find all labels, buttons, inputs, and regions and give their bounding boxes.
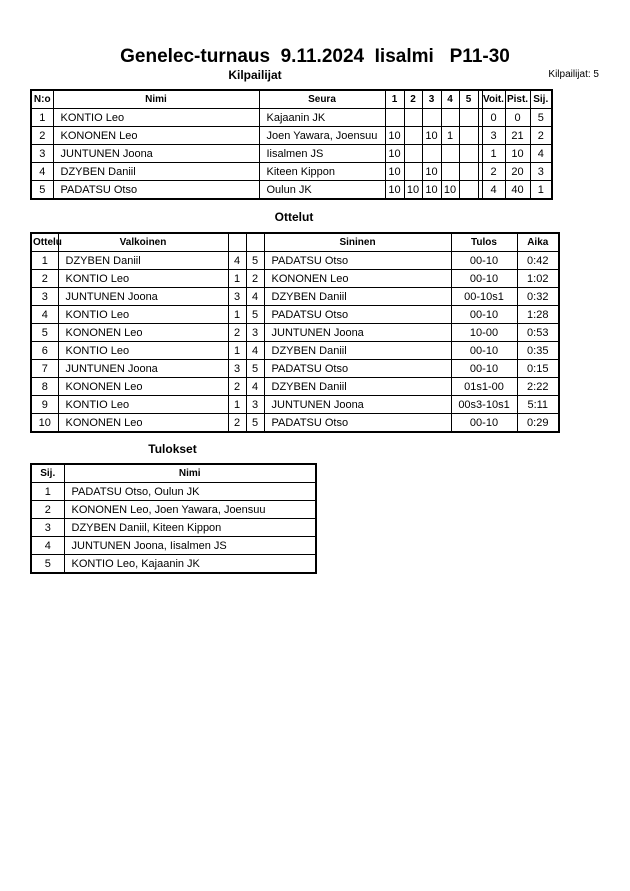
column-header: 3	[422, 90, 441, 109]
cell: KONTIO Leo, Kajaanin JK	[64, 555, 316, 574]
cell: 4	[31, 163, 53, 181]
cell: JUNTUNEN Joona	[264, 324, 451, 342]
column-header: 1	[385, 90, 404, 109]
cell: KONONEN Leo, Joen Yawara, Joensuu	[64, 501, 316, 519]
cell: 4	[31, 537, 64, 555]
cell: 0:32	[517, 288, 559, 306]
table-row	[31, 288, 559, 306]
table-row	[31, 342, 559, 360]
cell: 5	[246, 414, 264, 433]
cell: PADATSU Otso	[264, 360, 451, 378]
cell: 1	[31, 109, 53, 127]
cell: PADATSU Otso	[53, 181, 259, 200]
cell: 0:35	[517, 342, 559, 360]
cell: KONTIO Leo	[58, 396, 228, 414]
cell: KONONEN Leo	[58, 324, 228, 342]
cell: 10	[404, 181, 422, 200]
cell	[441, 145, 459, 163]
cell: 2	[228, 324, 246, 342]
cell: 00-10	[451, 270, 517, 288]
cell: 1	[228, 270, 246, 288]
cell: 1	[228, 342, 246, 360]
cell	[459, 181, 478, 200]
cell: 1	[228, 396, 246, 414]
cell: 1	[530, 181, 552, 200]
table-row	[31, 306, 559, 324]
cell: 4	[228, 252, 246, 270]
cell: 0	[482, 109, 505, 127]
cell: DZYBEN Daniil	[58, 252, 228, 270]
cell: 5	[246, 306, 264, 324]
cell: 5	[530, 109, 552, 127]
page-title: Genelec-turnaus 9.11.2024 Iisalmi P11-30	[120, 46, 510, 67]
table-row	[31, 360, 559, 378]
cell	[441, 109, 459, 127]
cell: 3	[246, 396, 264, 414]
table-row	[31, 270, 559, 288]
cell: 10	[385, 181, 404, 200]
cell: 2	[31, 270, 58, 288]
table-header-row	[31, 464, 316, 483]
cell: 00-10	[451, 252, 517, 270]
cell: Iisalmen JS	[259, 145, 385, 163]
cell: 3	[482, 127, 505, 145]
competitors-count: Kilpailijat: 5	[548, 69, 599, 80]
column-header: Nimi	[64, 464, 316, 483]
cell: KONONEN Leo	[264, 270, 451, 288]
cell: Kajaanin JK	[259, 109, 385, 127]
cell: 1:28	[517, 306, 559, 324]
column-header: N:o	[31, 90, 53, 109]
cell	[459, 109, 478, 127]
competitors-table	[30, 89, 553, 200]
cell: 10	[441, 181, 459, 200]
cell: 2	[31, 127, 53, 145]
cell: DZYBEN Daniil	[53, 163, 259, 181]
column-header: Voit.	[482, 90, 505, 109]
cell: Joen Yawara, Joensuu	[259, 127, 385, 145]
cell: 10	[31, 414, 58, 433]
cell: 1	[31, 252, 58, 270]
cell: JUNTUNEN Joona	[264, 396, 451, 414]
cell	[459, 163, 478, 181]
table-row	[31, 145, 552, 163]
cell: 1	[228, 306, 246, 324]
cell: 7	[31, 360, 58, 378]
cell: 1	[441, 127, 459, 145]
cell: 10	[422, 127, 441, 145]
cell: JUNTUNEN Joona	[58, 360, 228, 378]
cell: 3	[31, 519, 64, 537]
cell	[422, 145, 441, 163]
cell: 4	[31, 306, 58, 324]
cell: 5	[31, 324, 58, 342]
cell: Kiteen Kippon	[259, 163, 385, 181]
cell: 0:53	[517, 324, 559, 342]
column-header: Nimi	[53, 90, 259, 109]
cell: 3	[228, 288, 246, 306]
cell: KONONEN Leo	[58, 414, 228, 433]
column-header: Ottelu	[31, 233, 58, 252]
table-row	[31, 324, 559, 342]
cell: 20	[505, 163, 530, 181]
cell: 2	[482, 163, 505, 181]
cell: 6	[31, 342, 58, 360]
matches-table	[30, 232, 560, 433]
results-heading: Tulokset	[148, 442, 197, 456]
cell: 2	[530, 127, 552, 145]
column-header: Pist.	[505, 90, 530, 109]
spacer-header	[228, 233, 246, 252]
cell: 1	[482, 145, 505, 163]
cell: 4	[246, 378, 264, 396]
cell: 4	[530, 145, 552, 163]
cell	[404, 109, 422, 127]
cell: PADATSU Otso, Oulun JK	[64, 483, 316, 501]
table-header-row	[31, 90, 552, 109]
column-header: 4	[441, 90, 459, 109]
cell: JUNTUNEN Joona	[58, 288, 228, 306]
table-row	[31, 396, 559, 414]
table-row	[31, 537, 316, 555]
cell: 5	[246, 252, 264, 270]
cell: PADATSU Otso	[264, 414, 451, 433]
cell: 00-10s1	[451, 288, 517, 306]
cell	[422, 109, 441, 127]
cell: 2	[31, 501, 64, 519]
cell: KONONEN Leo	[53, 127, 259, 145]
results-table	[30, 463, 317, 574]
cell	[441, 163, 459, 181]
cell: 3	[530, 163, 552, 181]
cell: DZYBEN Daniil	[264, 288, 451, 306]
matches-heading: Ottelut	[274, 210, 314, 224]
cell: 2	[246, 270, 264, 288]
cell: 00-10	[451, 342, 517, 360]
cell: KONTIO Leo	[58, 270, 228, 288]
cell: 00-10	[451, 306, 517, 324]
competitors-heading: Kilpailijat	[228, 68, 282, 82]
table-row	[31, 109, 552, 127]
column-header: Sininen	[264, 233, 451, 252]
cell: JUNTUNEN Joona	[53, 145, 259, 163]
cell: 10	[385, 127, 404, 145]
cell: Oulun JK	[259, 181, 385, 200]
cell: KONONEN Leo	[58, 378, 228, 396]
table-row	[31, 252, 559, 270]
table-header-row	[31, 233, 559, 252]
column-header: Tulos	[451, 233, 517, 252]
cell: 00-10	[451, 360, 517, 378]
cell: DZYBEN Daniil	[264, 342, 451, 360]
column-header: 2	[404, 90, 422, 109]
spacer-header	[246, 233, 264, 252]
cell: 10	[385, 145, 404, 163]
cell: 8	[31, 378, 58, 396]
cell: 1:02	[517, 270, 559, 288]
cell: DZYBEN Daniil	[264, 378, 451, 396]
cell: 2:22	[517, 378, 559, 396]
table-row	[31, 163, 552, 181]
cell	[459, 145, 478, 163]
cell: 2	[228, 414, 246, 433]
cell	[404, 163, 422, 181]
cell: 3	[246, 324, 264, 342]
column-header: 5	[459, 90, 478, 109]
cell: 00s3-10s1	[451, 396, 517, 414]
cell: 10-00	[451, 324, 517, 342]
cell: 00-10	[451, 414, 517, 433]
table-row	[31, 414, 559, 433]
cell: 3	[31, 288, 58, 306]
cell: 10	[385, 163, 404, 181]
column-header: Sij.	[530, 90, 552, 109]
column-header: Aika	[517, 233, 559, 252]
table-row	[31, 378, 559, 396]
cell: 10	[505, 145, 530, 163]
cell: 5	[246, 360, 264, 378]
column-header: Sij.	[31, 464, 64, 483]
cell: PADATSU Otso	[264, 306, 451, 324]
table-row	[31, 501, 316, 519]
cell: 1	[31, 483, 64, 501]
cell: 3	[31, 145, 53, 163]
cell: PADATSU Otso	[264, 252, 451, 270]
cell: KONTIO Leo	[58, 342, 228, 360]
cell: DZYBEN Daniil, Kiteen Kippon	[64, 519, 316, 537]
cell: 40	[505, 181, 530, 200]
cell: 0	[505, 109, 530, 127]
table-row	[31, 181, 552, 200]
table-row	[31, 483, 316, 501]
table-row	[31, 555, 316, 574]
cell: 5:11	[517, 396, 559, 414]
cell: 0:15	[517, 360, 559, 378]
cell: 4	[246, 288, 264, 306]
cell: 0:29	[517, 414, 559, 433]
table-row	[31, 127, 552, 145]
cell	[385, 109, 404, 127]
cell: 10	[422, 181, 441, 200]
cell: 4	[482, 181, 505, 200]
column-header: Seura	[259, 90, 385, 109]
cell: 21	[505, 127, 530, 145]
cell	[404, 145, 422, 163]
table-row	[31, 519, 316, 537]
cell	[404, 127, 422, 145]
cell: JUNTUNEN Joona, Iisalmen JS	[64, 537, 316, 555]
cell: 01s1-00	[451, 378, 517, 396]
cell: 5	[31, 555, 64, 574]
cell	[459, 127, 478, 145]
cell: KONTIO Leo	[53, 109, 259, 127]
column-header: Valkoinen	[58, 233, 228, 252]
cell: KONTIO Leo	[58, 306, 228, 324]
cell: 5	[31, 181, 53, 200]
cell: 2	[228, 378, 246, 396]
cell: 4	[246, 342, 264, 360]
cell: 3	[228, 360, 246, 378]
cell: 10	[422, 163, 441, 181]
cell: 9	[31, 396, 58, 414]
cell: 0:42	[517, 252, 559, 270]
